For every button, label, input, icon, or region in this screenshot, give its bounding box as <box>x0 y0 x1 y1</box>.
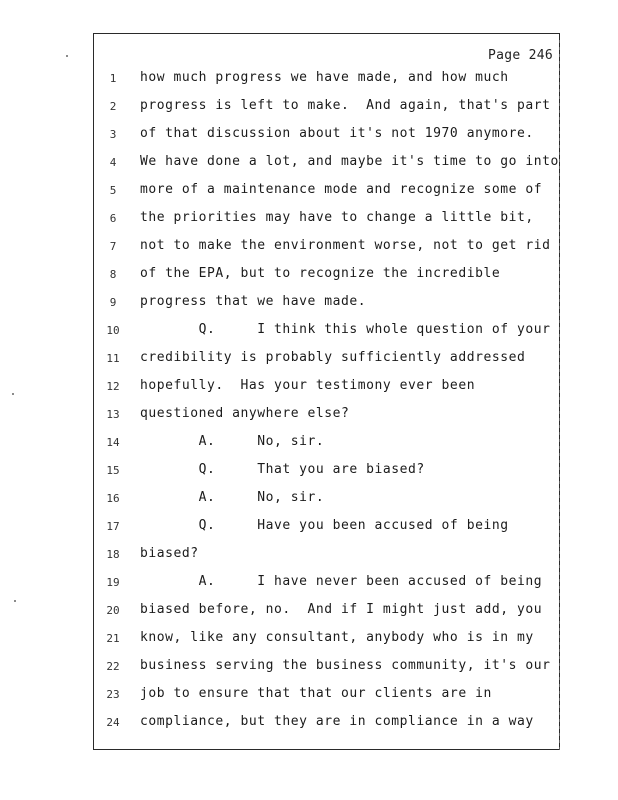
line-text: Q. Have you been accused of being <box>140 518 509 533</box>
line-text: questioned anywhere else? <box>140 406 350 421</box>
line-text: of the EPA, but to recognize the incredible <box>140 266 501 281</box>
line-text: We have done a lot, and maybe it's time to go into <box>140 154 559 169</box>
line-text: compliance, but they are in compliance in a way <box>140 714 534 729</box>
transcript-line <box>94 126 559 146</box>
line-number: 15 <box>106 464 120 477</box>
line-number: 21 <box>106 632 120 645</box>
line-number: 12 <box>106 380 120 393</box>
transcript-line <box>94 490 559 510</box>
line-text: A. I have never been accused of being <box>140 574 543 589</box>
line-text: the priorities may have to change a little bit, <box>140 210 534 225</box>
line-text: not to make the environment worse, not to get rid <box>140 238 551 253</box>
line-number: 5 <box>109 184 117 197</box>
transcript-line <box>94 322 559 342</box>
line-number: 10 <box>106 324 120 337</box>
transcript-line <box>94 98 559 118</box>
transcript-page <box>93 33 560 750</box>
line-number: 4 <box>109 156 117 169</box>
transcript-line <box>94 462 559 482</box>
line-number: 19 <box>106 576 120 589</box>
transcript-line <box>94 686 559 706</box>
line-number: 6 <box>109 212 117 225</box>
line-text: progress that we have made. <box>140 294 367 309</box>
transcript-line <box>94 266 559 286</box>
line-number: 1 <box>109 72 117 85</box>
transcript-line <box>94 350 559 370</box>
line-number: 18 <box>106 548 120 561</box>
transcript-line <box>94 294 559 314</box>
line-number: 24 <box>106 716 120 729</box>
line-number: 13 <box>106 408 120 421</box>
scan-speck <box>12 393 14 395</box>
transcript-line <box>94 658 559 678</box>
line-number: 8 <box>109 268 117 281</box>
transcript-line <box>94 70 559 90</box>
line-text: business serving the business community, it's our <box>140 658 551 673</box>
transcript-line <box>94 714 559 734</box>
line-number: 11 <box>106 352 120 365</box>
line-number: 17 <box>106 520 120 533</box>
line-number: 3 <box>109 128 117 141</box>
line-text: credibility is probably sufficiently addressed <box>140 350 526 365</box>
line-text: more of a maintenance mode and recognize some of <box>140 182 543 197</box>
transcript-line <box>94 154 559 174</box>
line-number: 7 <box>109 240 117 253</box>
transcript-line <box>94 546 559 566</box>
line-number: 14 <box>106 436 120 449</box>
transcript-line <box>94 434 559 454</box>
scan-edge-artifact <box>559 40 560 750</box>
line-number: 16 <box>106 492 120 505</box>
scan-speck <box>66 55 68 57</box>
scan-speck <box>14 600 16 602</box>
page-number: Page 246 <box>487 48 553 63</box>
line-text: biased before, no. And if I might just add, you <box>140 602 543 617</box>
line-number: 9 <box>109 296 117 309</box>
line-text: biased? <box>140 546 199 561</box>
transcript-line <box>94 238 559 258</box>
line-text: hopefully. Has your testimony ever been <box>140 378 476 393</box>
line-number: 2 <box>109 100 117 113</box>
line-text: job to ensure that that our clients are in <box>140 686 492 701</box>
line-number: 22 <box>106 660 120 673</box>
transcript-line <box>94 406 559 426</box>
line-number: 23 <box>106 688 120 701</box>
line-text: of that discussion about it's not 1970 anymore. <box>140 126 534 141</box>
transcript-line <box>94 210 559 230</box>
line-text: Q. I think this whole question of your <box>140 322 551 337</box>
line-number: 20 <box>106 604 120 617</box>
line-text: know, like any consultant, anybody who is in my <box>140 630 534 645</box>
transcript-line <box>94 602 559 622</box>
transcript-line <box>94 574 559 594</box>
line-text: A. No, sir. <box>140 434 325 449</box>
line-text: how much progress we have made, and how much <box>140 70 509 85</box>
transcript-line <box>94 518 559 538</box>
transcript-line <box>94 378 559 398</box>
line-text: Q. That you are biased? <box>140 462 425 477</box>
transcript-line <box>94 630 559 650</box>
line-text: A. No, sir. <box>140 490 325 505</box>
transcript-line <box>94 182 559 202</box>
line-text: progress is left to make. And again, that's part <box>140 98 551 113</box>
